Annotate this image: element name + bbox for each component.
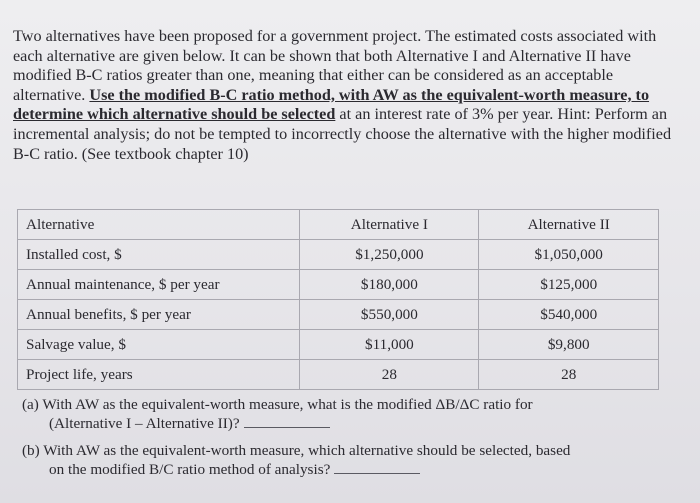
alternatives-table xyxy=(17,209,659,390)
table-cell: 28 xyxy=(300,360,479,390)
table-row xyxy=(18,270,659,300)
table-cell: $125,000 xyxy=(479,270,659,300)
table-row xyxy=(18,330,659,360)
table-cell: $1,050,000 xyxy=(479,240,659,270)
row-label: Installed cost, $ xyxy=(18,240,300,270)
question-b-line1: (b) With AW as the equivalent-worth measure, which alternative should be selected, based xyxy=(22,442,571,459)
question-a-line1: (a) With AW as the equivalent-worth measure, what is the modified ΔB/ΔC ratio for xyxy=(22,396,533,413)
question-a-line2: (Alternative I – Alternative II)? xyxy=(49,415,240,432)
header-cell: Alternative II xyxy=(479,210,659,240)
problem-statement xyxy=(13,27,685,164)
table-cell: $9,800 xyxy=(479,330,659,360)
row-label: Salvage value, $ xyxy=(18,330,300,360)
problem-text: Two alternatives have been proposed for a government project. The estimated costs associated with each alternative are given below. It can be shown that both Alternative I and Alternative II have modified B-C ratios greater than one, meaning that either can be considered as an acceptable alternative. xyxy=(13,27,657,104)
table-cell: $11,000 xyxy=(300,330,479,360)
header-cell: Alternative xyxy=(18,210,300,240)
row-label: Project life, years xyxy=(18,360,300,390)
problem-emphasis: Use the modified B-C ratio method, with AW as the equivalent-worth measure, to determine which alternative should be selected xyxy=(13,85,650,124)
row-label: Annual maintenance, $ per year xyxy=(18,270,300,300)
answer-blank-b[interactable] xyxy=(334,461,420,474)
table-row xyxy=(18,360,659,390)
table-cell: $1,250,000 xyxy=(300,240,479,270)
question-b xyxy=(22,441,682,479)
table-cell: $550,000 xyxy=(300,300,479,330)
answer-blank-a[interactable] xyxy=(244,415,330,428)
row-label: Annual benefits, $ per year xyxy=(18,300,300,330)
header-cell: Alternative I xyxy=(300,210,479,240)
question-b-line2: on the modified B/C ratio method of analysis? xyxy=(49,461,331,478)
table-cell: $180,000 xyxy=(300,270,479,300)
question-a xyxy=(22,395,682,433)
problem-tail: at an interest rate of 3% per year. Hint: Perform an incremental analysis; do not be tempted to incorrectly choose the alternative with the higher modified B-C ratio. (See textbook chapter 10) xyxy=(13,105,672,163)
table-row xyxy=(18,300,659,330)
table-cell: 28 xyxy=(479,360,659,390)
table-row xyxy=(18,240,659,270)
table-header-row xyxy=(18,210,659,240)
table-cell: $540,000 xyxy=(479,300,659,330)
